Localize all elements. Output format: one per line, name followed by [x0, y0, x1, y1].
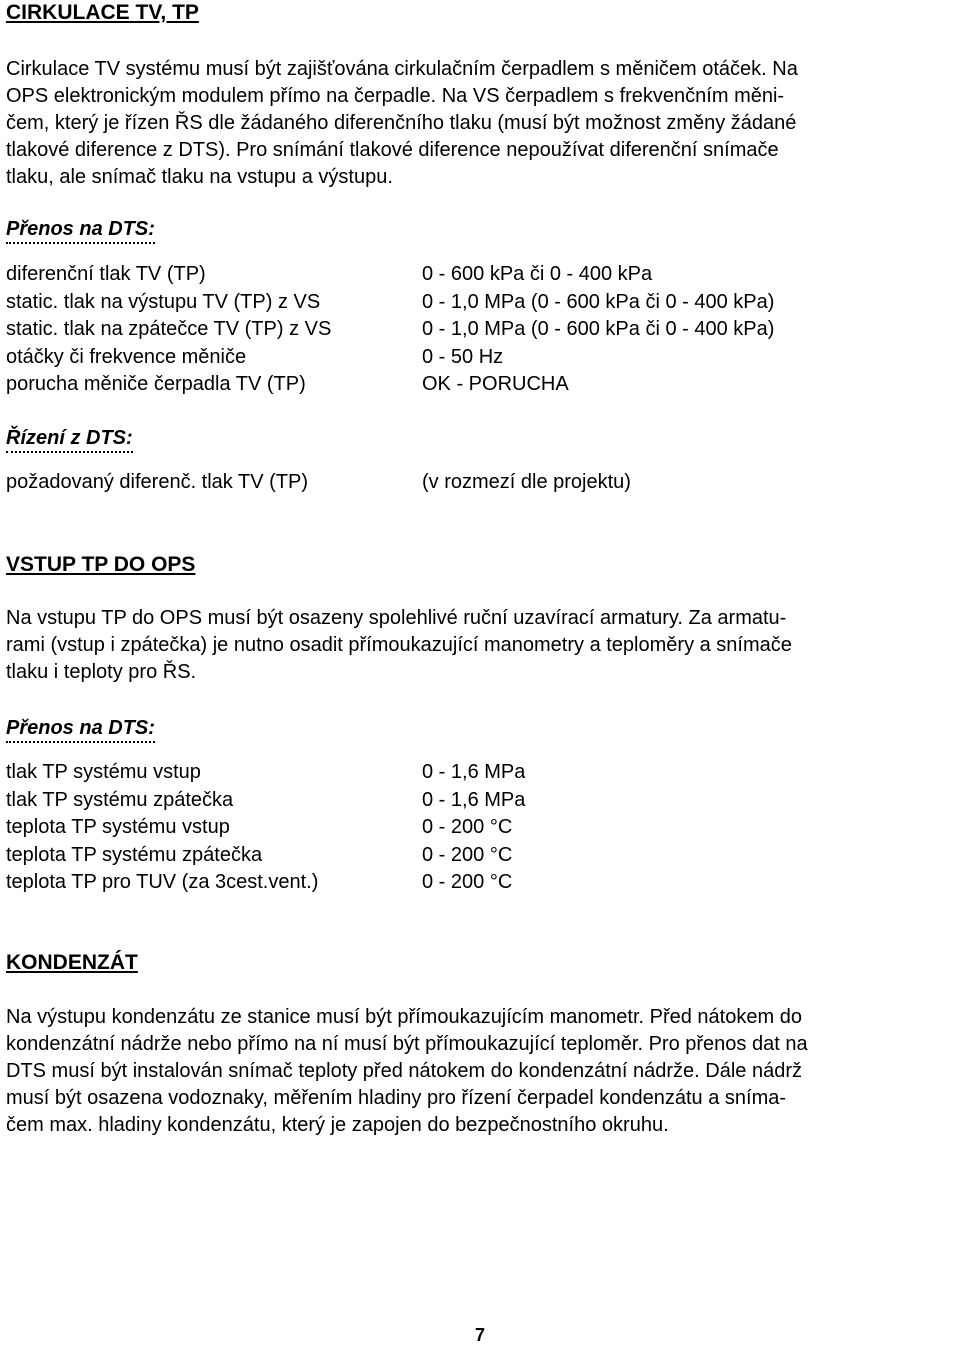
section-title-condensate: KONDENZÁT	[6, 951, 138, 974]
paragraph-line: tlaku i teploty pro ŘS.	[6, 661, 197, 683]
paragraph-line: OPS elektronickým modulem přímo na čerpadle. Na VS čerpadlem s frekvenčním měni-	[6, 85, 785, 107]
transfer-list-tp-input	[6, 759, 956, 897]
transfer-label: static. tlak na výstupu TV (TP) z VS	[6, 290, 321, 313]
paragraph-line: Cirkulace TV systému musí být zajišťována cirkulačním čerpadlem s měničem otáček. Na	[6, 58, 798, 80]
subheading-transfer-dts-tp: Přenos na DTS:	[6, 715, 155, 743]
transfer-row	[6, 289, 956, 317]
transfer-value: 0 - 200 °C	[422, 871, 513, 893]
paragraph-line: Na vstupu TP do OPS musí být osazeny spolehlivé ruční uzavírací armatury. Za armatu-	[6, 607, 787, 629]
transfer-row	[6, 787, 956, 815]
paragraph-line: musí být osazena vodoznaky, měřením hladiny pro řízení čerpadel kondenzátu a sníma-	[6, 1087, 787, 1109]
paragraph-line: tlakové diference z DTS). Pro snímání tlakové diference nepoužívat diferenční snímače	[6, 139, 779, 161]
page-number: 7	[474, 1325, 485, 1345]
transfer-label: otáčky či frekvence měniče	[6, 345, 247, 368]
control-value: (v rozmezí dle projektu)	[422, 471, 631, 493]
paragraph-line: rami (vstup i zpátečka) je nutno osadit přímoukazující manometry a teploměry a snímače	[6, 634, 792, 656]
control-label: požadovaný diferenč. tlak TV (TP)	[6, 471, 308, 493]
transfer-row	[6, 814, 956, 842]
control-list-circulation	[6, 469, 956, 497]
paragraph-line: Na výstupu kondenzátu ze stanice musí být přímoukazujícím manometr. Před nátokem do	[6, 1006, 802, 1028]
transfer-row	[6, 316, 956, 344]
control-row	[6, 469, 956, 497]
transfer-label: static. tlak na zpátečce TV (TP) z VS	[6, 318, 332, 340]
transfer-label: diferenční tlak TV (TP)	[6, 263, 206, 285]
paragraph-line: tlaku, ale snímač tlaku na vstupu a výstupu.	[6, 166, 393, 188]
transfer-value: 0 - 1,0 MPa (0 - 600 kPa či 0 - 400 kPa)	[422, 318, 775, 340]
transfer-row	[6, 371, 956, 399]
paragraph-line: kondenzátní nádrže nebo přímo na ní musí být přímoukazující teploměr. Pro přenos dat na	[6, 1033, 808, 1055]
transfer-label: tlak TP systému vstup	[6, 761, 201, 783]
subheading-transfer-dts: Přenos na DTS:	[6, 216, 155, 244]
transfer-label: teplota TP systému zpátečka	[6, 843, 263, 866]
transfer-value: 0 - 200 °C	[422, 816, 513, 838]
paragraph-line: čem max. hladiny kondenzátu, který je zapojen do bezpečnostního okruhu.	[6, 1114, 669, 1136]
transfer-value: 0 - 600 kPa či 0 - 400 kPa	[422, 263, 653, 285]
transfer-value: 0 - 1,0 MPa (0 - 600 kPa či 0 - 400 kPa)	[422, 290, 775, 313]
paragraph-circulation	[6, 56, 956, 191]
transfer-value: 0 - 200 °C	[422, 843, 513, 866]
transfer-row	[6, 344, 956, 372]
paragraph-tp-input	[6, 605, 956, 686]
transfer-label: tlak TP systému zpátečka	[6, 788, 234, 811]
subheading-control-dts: Řízení z DTS:	[6, 425, 133, 453]
section-title-circulation: CIRKULACE TV, TP	[6, 1, 199, 24]
transfer-value: 0 - 1,6 MPa	[422, 761, 526, 783]
transfer-label: porucha měniče čerpadla TV (TP)	[6, 373, 306, 395]
section-title-tp-input: VSTUP TP DO OPS	[6, 553, 196, 576]
transfer-list-circulation	[6, 261, 956, 399]
transfer-label: teplota TP pro TUV (za 3cest.vent.)	[6, 871, 319, 893]
transfer-value: OK - PORUCHA	[422, 373, 569, 395]
transfer-row	[6, 759, 956, 787]
transfer-row	[6, 261, 956, 289]
transfer-value: 0 - 50 Hz	[422, 345, 504, 368]
paragraph-condensate	[6, 1004, 956, 1139]
transfer-row	[6, 842, 956, 870]
transfer-row	[6, 869, 956, 897]
paragraph-line: DTS musí být instalován snímač teploty před nátokem do kondenzátní nádrže. Dále nádrž	[6, 1060, 802, 1082]
transfer-label: teplota TP systému vstup	[6, 816, 230, 838]
transfer-value: 0 - 1,6 MPa	[422, 788, 526, 811]
paragraph-line: čem, který je řízen ŘS dle žádaného diferenčního tlaku (musí být možnost změny žádané	[6, 112, 797, 134]
